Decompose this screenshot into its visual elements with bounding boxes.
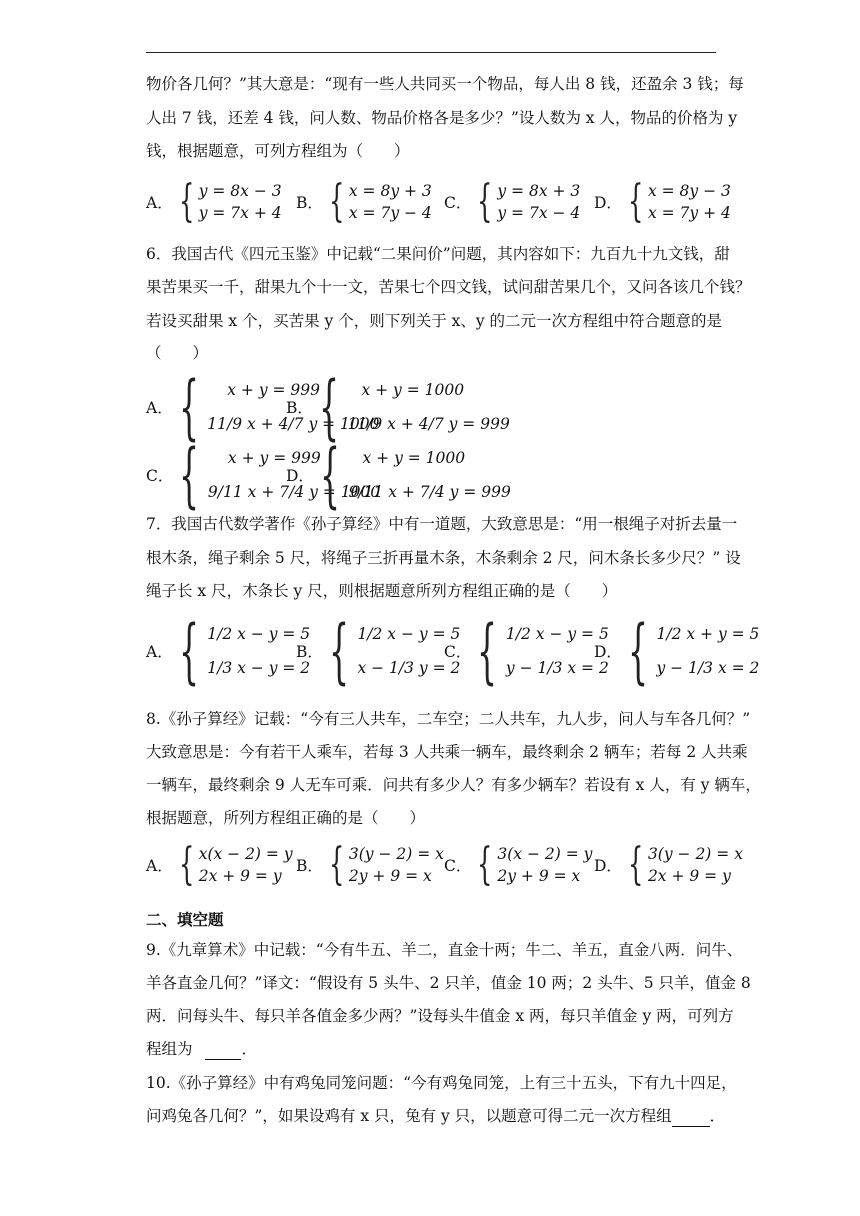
equation: x + y = 999	[227, 381, 321, 399]
q5-option-c[interactable]	[444, 176, 581, 227]
brace-icon: {	[477, 176, 493, 227]
option-label: B．	[296, 194, 323, 212]
equation: 11/9 x + 4/7 y = 1000	[207, 415, 380, 433]
q6-text-line-2: 果苦果买一千，甜果九个十一文，苦果七个四文钱，试问甜苦果几个，又问各该几个钱？	[146, 278, 751, 296]
equation: y − 1/3 x = 2	[505, 659, 609, 677]
q7-text-line-2: 根木条，绳子剩余 5 尺，将绳子三折再量木条，木条剩余 2 尺，问木条长多少尺？” 设	[146, 549, 741, 567]
q9-text-line-4	[146, 1039, 257, 1060]
option-label: B．	[286, 399, 313, 417]
equation: 1/2 x − y = 5	[505, 625, 609, 643]
q6-text-line-3: 若设买甜果 x 个，买苦果 y 个，则下列关于 x、y 的二元一次方程组中符合题意的是	[146, 312, 723, 330]
q5-option-a[interactable]	[146, 176, 282, 227]
q10-end-mark: ．	[709, 1107, 726, 1125]
q8-option-b[interactable]	[296, 839, 444, 890]
equation: x = 8y + 3	[348, 182, 432, 200]
brace-icon: {	[318, 366, 339, 448]
q10-text-line-2	[146, 1106, 725, 1127]
option-label: D．	[594, 643, 622, 661]
q9-text-line-3: 两．问每头牛、每只羊各值金多少两？”设每头牛值金 x 两，每只羊值金 y 两，可列方	[146, 1007, 734, 1025]
equation: 1/2 x − y = 5	[207, 625, 311, 643]
q7-option-b[interactable]	[296, 610, 461, 692]
option-label: C．	[444, 194, 472, 212]
option-label: A．	[146, 643, 173, 661]
q5-text-line-2: 人出 7 钱，还差 4 钱，问人数、物品价格各是多少？”设人数为 x 人，物品的价格为 y	[146, 109, 738, 127]
section-title: 二、填空题	[146, 911, 224, 929]
equation: x + y = 1000	[361, 381, 465, 399]
q7-text-line-3: 绳子长 x 尺，木条长 y 尺，则根据题意所列方程组正确的是（ ）	[146, 582, 618, 600]
q7-option-c[interactable]	[444, 610, 609, 692]
equation: 9/11 x + 7/4 y = 999	[348, 483, 511, 501]
equation: x = 7y + 4	[647, 204, 731, 222]
answer-blank[interactable]	[205, 1039, 241, 1060]
q9-end-mark: ．	[241, 1040, 257, 1058]
brace-icon: {	[328, 610, 349, 692]
equation: y − 1/3 x = 2	[656, 659, 760, 677]
option-label: D．	[286, 467, 314, 485]
q5-option-b[interactable]	[296, 176, 432, 227]
option-label: C．	[444, 857, 472, 875]
brace-icon: {	[627, 610, 648, 692]
equation: x + y = 999	[227, 449, 321, 467]
brace-icon: {	[179, 434, 200, 516]
q8-text-line-4: 根据题意，所列方程组正确的是（ ）	[146, 809, 426, 827]
option-label: A．	[146, 194, 173, 212]
q6-option-d[interactable]	[286, 434, 511, 516]
q8-option-a[interactable]	[146, 839, 293, 890]
equation: 11/9 x + 4/7 y = 999	[347, 415, 510, 433]
equation: y = 7x + 4	[198, 204, 282, 222]
q10-text: 问鸡兔各几何？”，如果设鸡有 x 只，兔有 y 只，以题意可得二元一次方程组	[146, 1107, 672, 1125]
option-label: C．	[444, 643, 472, 661]
q7-text-line-1: 7．我国古代数学著作《孙子算经》中有一道题，大致意思是：“用一根绳子对折去量一	[146, 515, 738, 533]
brace-icon: {	[319, 434, 340, 516]
q5-text-line-3: 钱，根据题意，可列方程组为（ ）	[146, 142, 410, 160]
option-label: D．	[594, 857, 622, 875]
equation: 9/11 x + 7/4 y = 1000	[207, 483, 381, 501]
q8-option-d[interactable]	[594, 839, 743, 890]
brace-icon: {	[178, 610, 199, 692]
q8-text-line-3: 一辆车，最终剩余 9 人无车可乘．问共有多少人？有多少辆车？若设有 x 人，有 y 辆车，	[146, 776, 761, 794]
brace-icon: {	[178, 176, 195, 227]
equation: 1/2 x + y = 5	[656, 625, 760, 643]
q8-text-line-1: 8.《孙子算经》记载：“今有三人共车，二车空；二人共车，九人步，问人与车各几何？”	[146, 710, 751, 728]
brace-icon: {	[328, 176, 345, 227]
equation: 1/3 x − y = 2	[207, 659, 311, 677]
equation: 3(y − 2) = x	[348, 845, 444, 863]
brace-icon: {	[627, 839, 644, 890]
q6-text-line-1: 6．我国古代《四元玉鉴》中记载“二果问价”问题，其内容如下：九百九十九文钱，甜	[146, 245, 730, 263]
option-label: A．	[146, 399, 173, 417]
header-rule	[146, 52, 716, 53]
brace-icon: {	[627, 176, 644, 227]
option-label: A．	[146, 857, 173, 875]
equation: y = 8x − 3	[198, 182, 282, 200]
equation: x(x − 2) = y	[198, 845, 293, 863]
equation: 2y + 9 = x	[348, 867, 432, 885]
equation: 3(y − 2) = x	[647, 845, 743, 863]
q10-text-line-1: 10.《孙子算经》中有鸡兔同笼问题：“今有鸡兔同笼，上有三十五头，下有九十四足，	[146, 1074, 737, 1092]
q9-text: 程组为	[146, 1040, 193, 1058]
brace-icon: {	[178, 839, 195, 890]
brace-icon: {	[477, 610, 498, 692]
option-label: C．	[146, 467, 174, 485]
equation: x = 8y − 3	[647, 182, 731, 200]
q5-text-line-1: 物价各几何？”其大意是：“现有一些人共同买一个物品，每人出 8 钱，还盈余 3 钱；每	[146, 75, 744, 93]
equation: x − 1/3 y = 2	[357, 659, 461, 677]
equation: x + y = 1000	[362, 449, 466, 467]
q8-text-line-2: 大致意思是：今有若干人乘车，若每 3 人共乘一辆车，最终剩余 2 辆车；若每 2 人共乘	[146, 743, 748, 761]
q8-option-c[interactable]	[444, 839, 593, 890]
equation: y = 8x + 3	[497, 182, 581, 200]
equation: 2x + 9 = y	[647, 867, 731, 885]
equation: 3(x − 2) = y	[497, 845, 593, 863]
equation: 1/2 x − y = 5	[357, 625, 461, 643]
q9-text-line-2: 羊各直金几何？”译文：“假设有 5 头牛、2 只羊，值金 10 两；2 头牛、5 只羊，值金 8	[146, 974, 751, 992]
equation: x = 7y − 4	[348, 204, 432, 222]
answer-blank[interactable]	[672, 1106, 710, 1127]
q6-option-b[interactable]	[286, 366, 510, 448]
q6-text-line-4: （ ）	[146, 344, 209, 362]
option-label: B．	[296, 857, 323, 875]
q7-option-d[interactable]	[594, 610, 760, 692]
brace-icon: {	[178, 366, 199, 448]
option-label: D．	[594, 194, 622, 212]
q9-text-line-1: 9.《九章算术》中记载：“今有牛五、羊二，直金十两；牛二、羊五，直金八两．问牛、	[146, 941, 743, 959]
option-label: B．	[296, 643, 323, 661]
equation: 2x + 9 = y	[198, 867, 282, 885]
brace-icon: {	[328, 839, 345, 890]
equation: y = 7x − 4	[497, 204, 581, 222]
brace-icon: {	[477, 839, 493, 890]
q7-option-a[interactable]	[146, 610, 311, 692]
equation: 2y + 9 = x	[497, 867, 581, 885]
q5-option-d[interactable]	[594, 176, 731, 227]
